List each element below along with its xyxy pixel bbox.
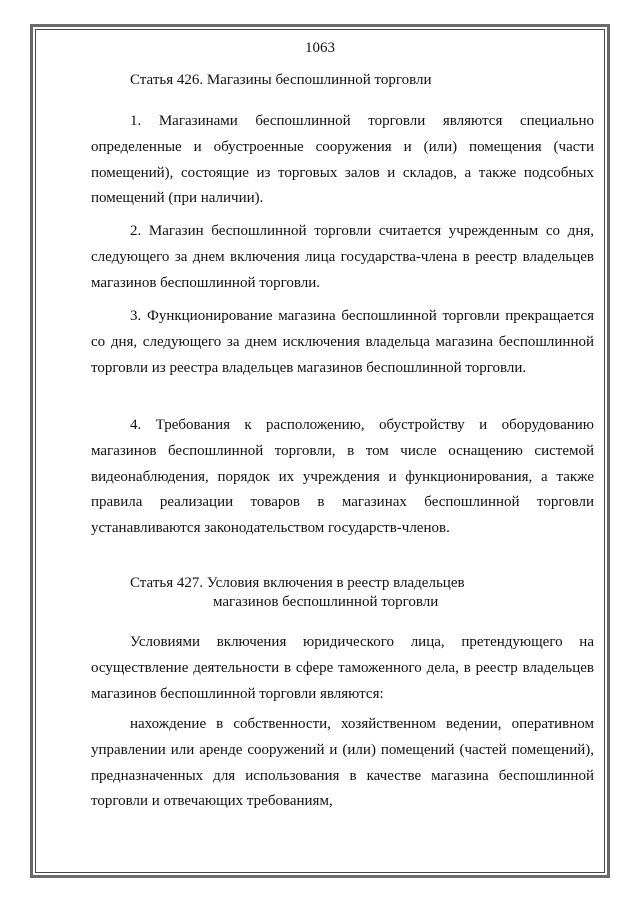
page-number: 1063 [305,40,335,56]
article-427-paragraph-2: нахождение в собственности, хозяйственном ведении, оперативном управлении или аренде сооружений и (или) помещений (частей помещений), предназначенных для использования в качестве магазина беспошлинной торговли и отвечающих требованиям, [91,716,594,810]
article-426-title: Статья 426. Магазины беспошлинной торговли [130,72,432,88]
article-426-paragraph-2: 2. Магазин беспошлинной торговли считается учрежденным со дня, следующего за днем включения лица государства-члена в реестр владельцев магазинов беспошлинной торговли. [91,223,594,291]
article-426-paragraph-4: 4. Требования к расположению, обустройству и оборудованию магазинов беспошлинной торговли, в том числе оснащению системой видеонаблюдения, порядок их учреждения и функционирования, а также правила реализации товаров в магазинах беспошлинной торговли устанавливаются законодательством государств-членов. [91,417,594,537]
article-426-paragraph-1: 1. Магазинами беспошлинной торговли являются специально определенные и обустроенные сооружения и (или) помещения (части помещений), состоящие из торговых залов и складов, а также подсобных помещений (при наличии). [91,113,594,207]
article-427-title-line-2: магазинов беспошлинной торговли [213,594,439,610]
article-426-paragraph-3: 3. Функционирование магазина беспошлинной торговли прекращается со дня, следующего за днем исключения владельца магазина беспошлинной торговли из реестра владельцев магазинов беспошлинной торговли. [91,308,594,376]
article-427-title-line-1: Статья 427. Условия включения в реестр владельцев [130,575,465,591]
article-427-paragraph-1: Условиями включения юридического лица, претендующего на осуществление деятельности в сфере таможенного дела, в реестр владельцев магазинов беспошлинной торговли являются: [91,634,594,702]
